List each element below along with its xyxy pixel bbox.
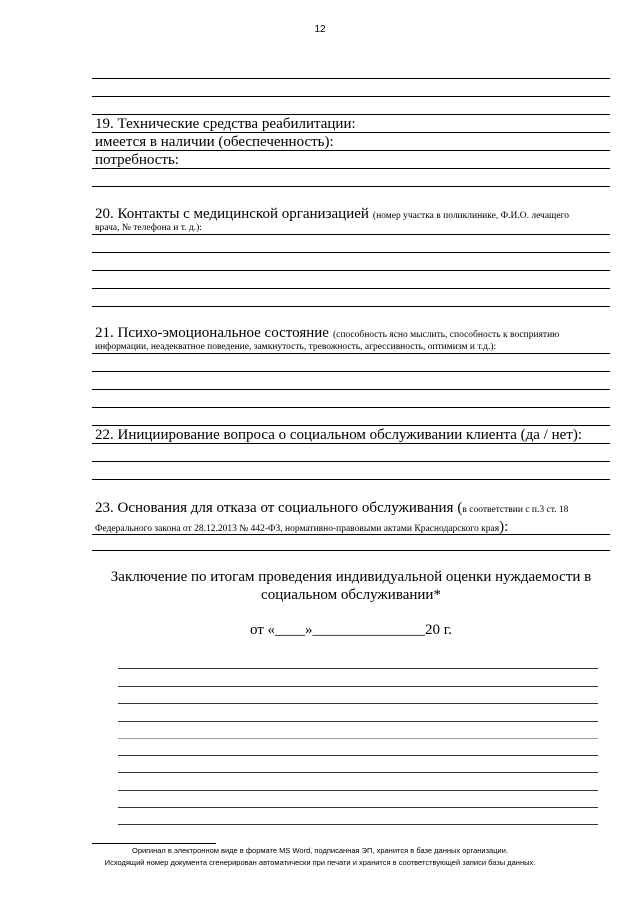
conclusion-line (118, 755, 598, 756)
section-20-note-cont: врача, № телефона и т. д.): (95, 223, 202, 233)
blank-line (92, 425, 610, 426)
section-21-heading (95, 324, 559, 342)
conclusion-date-line: от «____»_______________20 г. (249, 622, 453, 638)
blank-line (92, 234, 610, 235)
blank-line (92, 550, 610, 551)
conclusion-line (118, 772, 598, 773)
conclusion-line (118, 807, 598, 808)
conclusion-title-line2: социальном обслуживании* (261, 587, 441, 603)
section-19-available: имеется в наличии (обеспеченность): (95, 134, 334, 150)
blank-line (92, 168, 610, 169)
blank-line (92, 353, 610, 354)
section-23-heading: 23. Основания для отказа от социального обслуживания (в соответствии с п.3 ст. 18 (95, 500, 569, 516)
footer-line1: Оригинал в электронном виде в формате MS Word, подписанная ЭП, хранится в базе данных организации. (131, 846, 508, 855)
section-22-title: 22. Инициирование вопроса о социальном обслуживании клиента (да / нет): (95, 427, 582, 443)
section-20-heading (95, 205, 569, 223)
blank-line (92, 78, 610, 79)
blank-line (92, 186, 610, 187)
section-23-note-cont: Федерального закона от 28.12.2013 № 442-ФЗ, нормативно-правовыми актами Краснодарского края (95, 524, 500, 534)
section-23-title: 23. Основания для отказа от социального обслуживания (95, 500, 454, 516)
blank-line (92, 461, 610, 462)
section-20-note: (номер участка в поликлинике, Ф.И.О. лечащего (372, 211, 569, 221)
conclusion-line (118, 738, 598, 739)
conclusion-line (118, 703, 598, 704)
section-19-title: 19. Технические средства реабилитации: (95, 116, 356, 132)
blank-line (92, 306, 610, 307)
footer-line2: Исходящий номер документа сгенерирован автоматически при печати и хранится в соответствующей записи базы данных. (104, 858, 536, 867)
section-21-note: (способность ясно мыслить, способность к восприятию (332, 330, 560, 340)
conclusion-line (118, 790, 598, 791)
blank-line (92, 252, 610, 253)
section-19-need: потребность: (95, 152, 179, 168)
blank-line (92, 114, 610, 115)
conclusion-title-line1: Заключение по итогам проведения индивидуальной оценки нуждаемости в (110, 569, 592, 585)
section-23-note-line: Федерального закона от 28.12.2013 № 442-ФЗ, нормативно-правовыми актами Краснодарского края): (95, 519, 509, 535)
blank-line (92, 407, 610, 408)
section-23-note: в соответствии с п.3 ст. 18 (462, 505, 569, 515)
blank-line (92, 288, 610, 289)
blank-line (92, 389, 610, 390)
blank-line (92, 534, 610, 535)
blank-line (92, 443, 610, 444)
section-21-note-cont: информации, неадекватное поведение, замкнутость, тревожность, агрессивность, оптимизм и т.д.): (95, 342, 497, 352)
blank-line (92, 270, 610, 271)
blank-line (92, 96, 610, 97)
conclusion-line (118, 824, 598, 825)
section-21-title: 21. Психо-эмоциональное состояние (95, 325, 329, 341)
footer-divider (92, 843, 216, 844)
conclusion-line (118, 721, 598, 722)
page-number: 12 (314, 24, 326, 35)
section-20-title: 20. Контакты с медицинской организацией (95, 206, 369, 222)
conclusion-line (118, 668, 598, 669)
blank-line (92, 479, 610, 480)
conclusion-line (118, 686, 598, 687)
blank-line (92, 132, 610, 133)
blank-line (92, 150, 610, 151)
blank-line (92, 371, 610, 372)
